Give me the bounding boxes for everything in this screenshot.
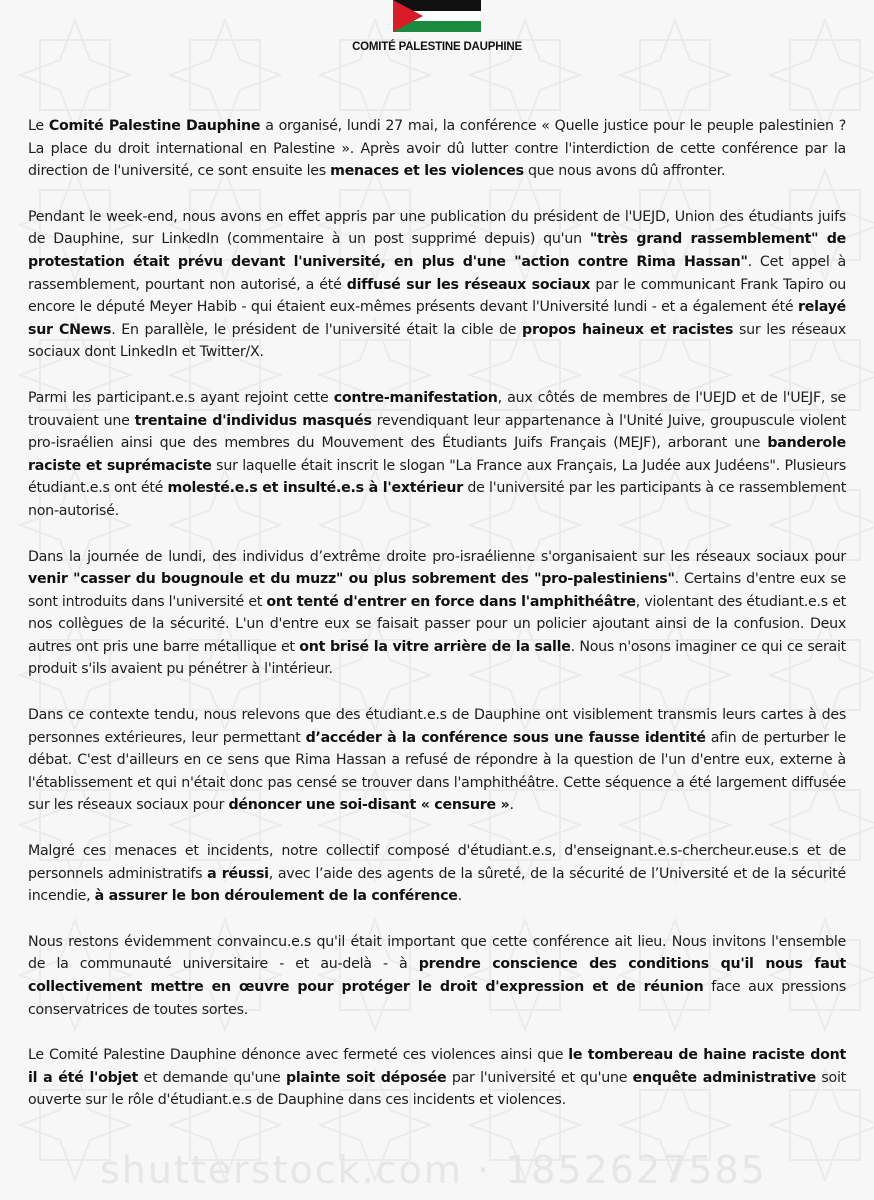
bold-phrase: "très grand rassemblement" de protestation était prévu devant l'université, en plus d'une "action contre Rima Hassan" [28,231,846,270]
text-segment: Malgré ces menaces et incidents, notre collectif composé d'étudiant.e.s, d'enseignant.e.s-chercheur.euse.s et de personnels administratifs [28,843,846,882]
organization-name: COMITÉ PALESTINE DAUPHINE [352,41,522,53]
text-segment: , aux côtés de membres de l'UEJD et de l'UEJF, se trouvaient une [28,389,846,429]
bold-phrase: d’accéder à la conférence sous une fausse identité [305,729,706,746]
text-segment: Dans ce contexte tendu, nous relevons que des étudiant.e.s de Dauphine ont visiblement transmis leurs cartes à des personnes extérieures, leur permettant [28,707,846,746]
bold-phrase: trentaine d'individus masqués [134,412,372,429]
text-segment: Le Comité Palestine Dauphine dénonce avec fermeté ces violences ainsi que [28,1047,569,1064]
paragraph-5 [28,704,846,817]
text-segment: Le [28,118,49,134]
paragraph-2 [28,206,846,364]
bold-phrase: dénoncer une soi-disant « censure » [228,797,510,814]
bold-phrase: propos haineux et racistes [522,321,734,338]
header [0,0,874,62]
bold-phrase: menaces et les violences [330,163,524,180]
bold-phrase: Comité Palestine Dauphine [48,118,261,134]
bold-phrase: enquête administrative [632,1069,816,1086]
text-segment: . Cet appel à rassemblement, pourtant non autorisé, a été [28,253,846,293]
text-segment: par l'université et qu'une [446,1069,633,1086]
text-segment: . [509,797,514,814]
text-segment: , violentant des étudiant.e.s et nos collègues de la sécurité. L'un d'entre eux se faisait passer pour un policier ajoutant ainsi de la confusion. Deux autres ont pris une barre métallique et [28,593,846,655]
palestine-flag-icon [393,0,481,32]
bold-phrase: a réussi [207,865,269,882]
text-segment: et demande qu'une [138,1069,286,1086]
text-segment: afin de perturber le débat. C'est d'ailleurs en ce sens que Rima Hassan a refusé de répondre à la question de l'un d'entre eux, externe à l'établissement et qui n'était donc pas censé se trouver dans l'amphithéâtre. Cette séquence a été largement diffusée sur les réseaux sociaux pour [28,729,846,814]
bold-phrase: le tombereau de haine raciste dont il a été l'objet [28,1047,846,1086]
bold-phrase: contre-manifestation [333,389,498,406]
bold-phrase: à assurer le bon déroulement de la conférence [94,888,458,905]
text-segment: soit ouverte sur le rôle d'étudiant.e.s de Dauphine dans ces incidents et violences. [28,1069,846,1109]
text-segment: face aux pressions conservatrices de toutes sortes. [28,979,846,1018]
text-segment: Parmi les participant.e.s ayant rejoint cette [28,389,334,406]
text-segment: Pendant le week-end, nous avons en effet appris par une publication du président de l'UEJD, Union des étudiants juifs de Dauphine, sur LinkedIn (commentaire à un post supprimé depuis) qu'un [28,208,846,248]
text-segment: . [457,888,462,905]
text-segment: . Certains d'entre eux se sont introduits dans l'université et [28,571,846,610]
paragraph-8 [28,1044,846,1112]
bold-phrase: molesté.e.s et insulté.e.s à l'extérieur [167,480,464,497]
bold-phrase: banderole raciste et suprémaciste [28,435,846,474]
paragraph-6 [28,840,846,908]
paragraph-3 [28,387,846,523]
text-segment: , avec l’aide des agents de la sûreté, de la sécurité de l’Université et de la sécurité incendie, [28,865,846,905]
text-segment: . En parallèle, le président de l'université était la cible de [111,321,523,338]
bold-phrase: plainte soit déposée [285,1069,447,1086]
text-segment: . Nous n'osons imaginer ce qui ce serait produit s'ils avaient pu pénétrer à l'intérieur. [28,638,846,678]
text-segment: de l'université par les participants à ce rassemblement non-autorisé. [28,480,847,519]
text-segment: sur les réseaux sociaux dont LinkedIn et Twitter/X. [28,321,846,361]
bold-phrase: venir "casser du bougnoule et du muzz" ou plus sobrement des "pro-palestiniens" [28,571,675,588]
text-segment: que nous avons dû affronter. [523,163,726,180]
bold-phrase: ont tenté d'entrer en force dans l'amphithéâtre [266,593,636,610]
statement-body [28,115,846,1135]
bold-phrase: relayé sur CNews [28,299,846,338]
bold-phrase: prendre conscience des conditions qu'il nous faut collectivement mettre en œuvre pour protéger le droit d'expression et de réunion [28,956,846,995]
text-segment: sur laquelle était inscrit le slogan "La France aux Français, La Judée aux Judéens". Plusieurs étudiant.e.s ont été [28,457,846,497]
text-segment: a organisé, lundi 27 mai, la conférence « Quelle justice pour le peuple palestinien ? La place du droit international en Palestine ». Après avoir dû lutter contre l'interdiction de cette conférence par la direction de l'université, ce sont ensuite les [28,118,846,180]
text-segment: Nous restons évidemment convaincu.e.s qu'il était important que cette conférence ait lieu. Nous invitons l'ensemble de la communauté universitaire - et au-delà - à [28,933,846,973]
text-segment: revendiquant leur appartenance à l'Unité Juive, groupuscule violent pro-israélien ainsi que des membres du Mouvement des Étudiants Juifs Français (MEJF), arborant une [28,412,846,452]
text-segment: par le communicant Frank Tapiro ou encore le député Meyer Habib - qui étaient eux-mêmes présents devant l'Université lundi - et a également été [28,276,846,316]
bold-phrase: ont brisé la vitre arrière de la salle [299,638,571,655]
bold-phrase: diffusé sur les réseaux sociaux [346,276,591,293]
text-segment: Dans la journée de lundi, des individus d’extrême droite pro-israélienne s'organisaient sur les réseaux sociaux pour [28,548,846,565]
watermark: shutterstock.com · 1852627585 [100,1148,767,1192]
paragraph-4 [28,546,846,682]
paragraph-7 [28,931,846,1021]
paragraph-1 [28,115,846,183]
